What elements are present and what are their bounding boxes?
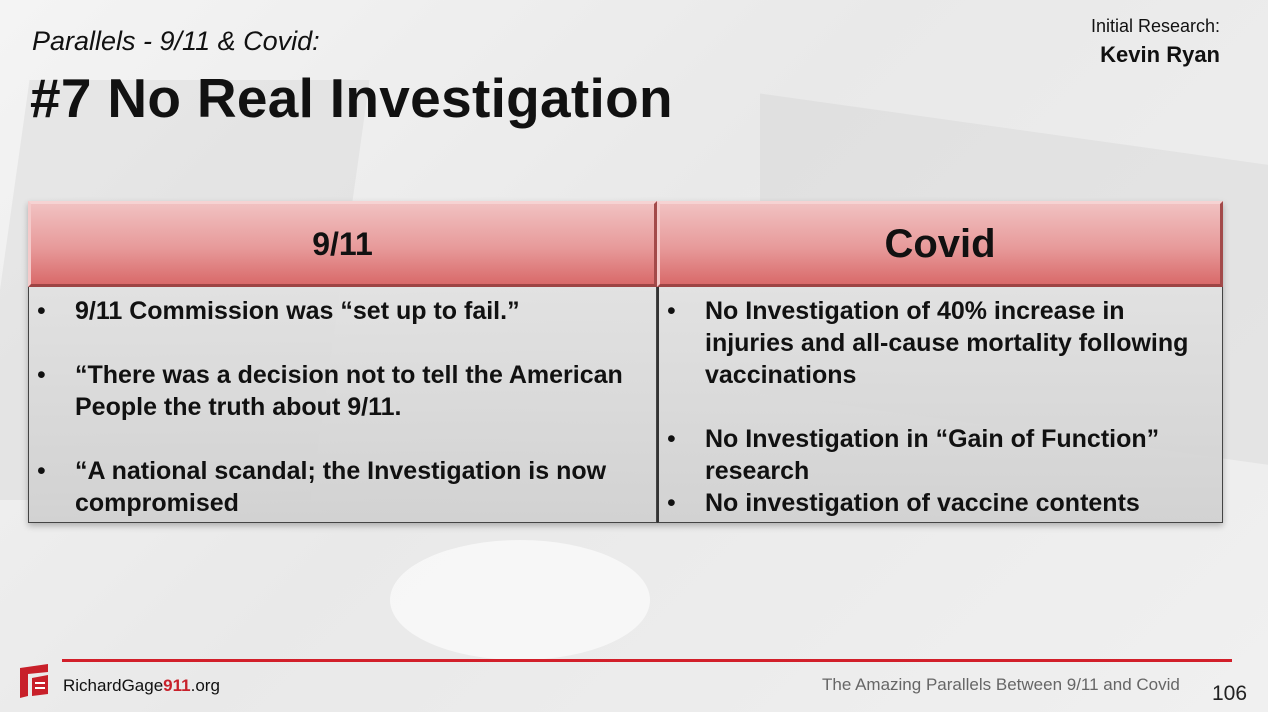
bullet: • [37, 361, 46, 389]
slide-subtitle: Parallels - 9/11 & Covid: [32, 26, 320, 56]
bullet: • [37, 457, 46, 485]
bullet: • [667, 297, 676, 325]
brand-name [63, 676, 220, 696]
list-item-text: No investigation of vaccine contents [705, 489, 1140, 517]
list-item-text: No Investigation of 40% increase in injuries and all-cause mortality following vaccinations [705, 297, 1189, 389]
background-shape [390, 540, 650, 660]
brand-suffix: .org [190, 676, 220, 695]
list-item-text: No Investigation in “Gain of Function” research [705, 425, 1160, 485]
list-item [37, 295, 646, 327]
credit-label: Initial Research: [1090, 16, 1220, 36]
column-heading: Covid [884, 221, 996, 266]
list-item [667, 487, 1212, 519]
list-item-text: “There was a decision not to tell the American People the truth about 9/11. [75, 361, 623, 421]
column-body-covid [657, 287, 1223, 523]
brand-number: 911 [163, 676, 191, 695]
list-item-text: “A national scandal; the Investigation is now compromised [75, 457, 607, 517]
credit-name: Kevin Ryan [1100, 42, 1220, 67]
list-item [667, 423, 1212, 487]
column-header-covid [657, 201, 1223, 287]
list-item [667, 295, 1212, 391]
presentation-title: The Amazing Parallels Between 9/11 and Covid [822, 675, 1180, 694]
brand-logo-icon [18, 662, 52, 700]
list-item-text: 9/11 Commission was “set up to fail.” [75, 297, 520, 325]
column-heading: 9/11 [312, 225, 373, 262]
slide-title: #7 No Real Investigation [30, 67, 673, 129]
research-credit [1091, 16, 1220, 68]
list-item [37, 359, 646, 423]
page-number: 106 [1212, 682, 1248, 705]
bullet: • [667, 425, 676, 453]
column-911 [28, 201, 657, 523]
comparison-table [28, 201, 1223, 523]
column-header-911 [28, 201, 657, 287]
column-body-911 [28, 287, 657, 523]
bullet: • [667, 489, 676, 517]
column-covid [657, 201, 1223, 523]
brand-prefix: RichardGage [63, 676, 164, 695]
footer-divider [62, 659, 1232, 662]
bullet: • [37, 297, 46, 325]
list-item [37, 455, 646, 519]
